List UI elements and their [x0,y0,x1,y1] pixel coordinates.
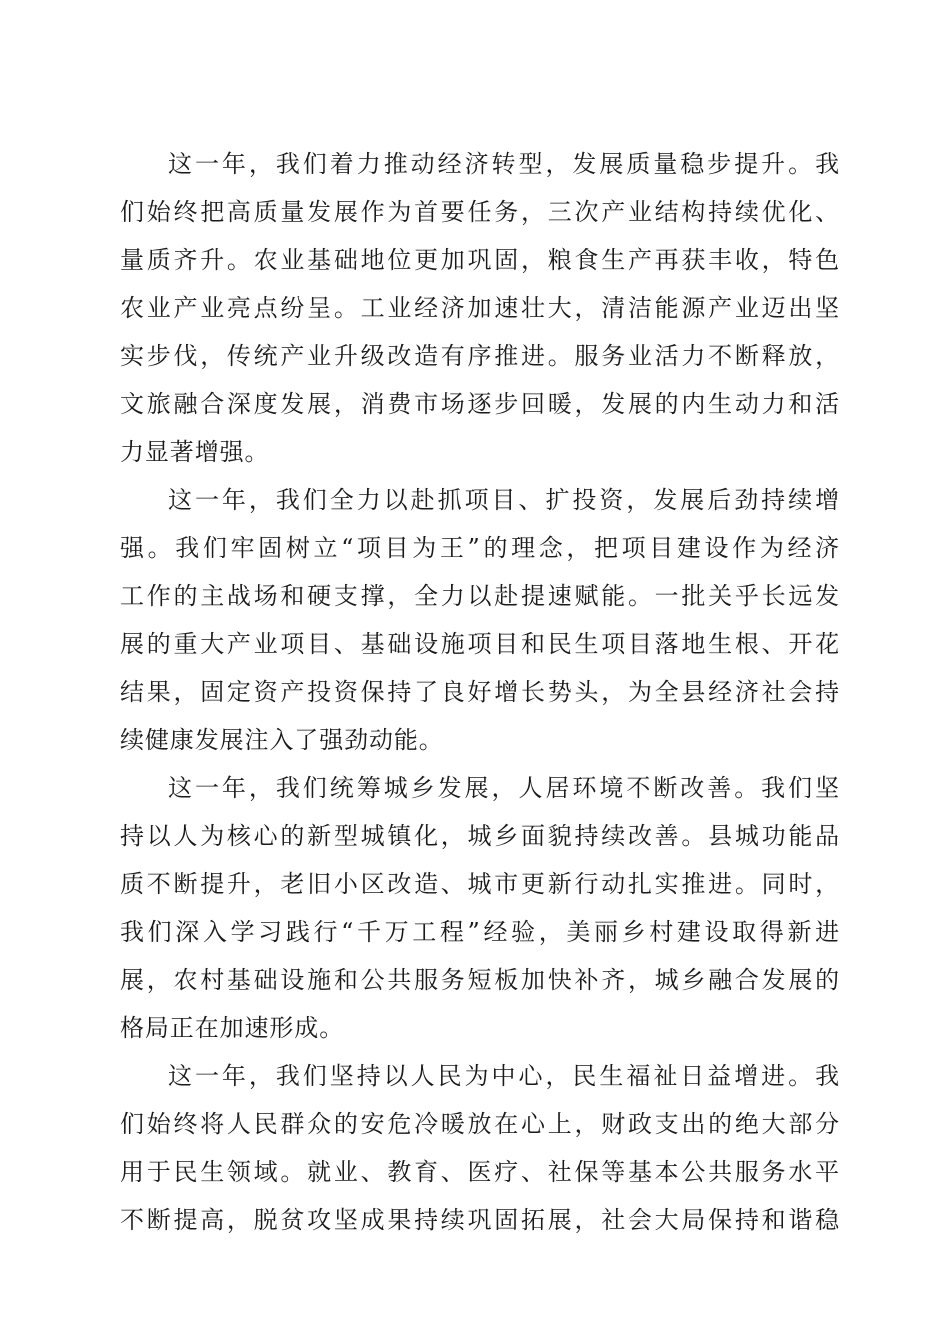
paragraph-livelihood [120,1052,840,1244]
text-line: 文旅融合深度发展，消费市场逐步回暖，发展的内生动力和活 [120,390,840,418]
text-line: 这一年，我们着力推动经济转型，发展质量稳步提升。我 [168,150,840,178]
text-line: 用于民生领域。就业、教育、医疗、社保等基本公共服务水平 [120,1158,840,1186]
paragraph-projects [120,476,840,764]
text-line: 工作的主战场和硬支撑，全力以赴提速赋能。一批关乎长远发 [120,582,840,610]
text-line: 我们深入学习践行“千万工程”经验，美丽乡村建设取得新进 [120,918,840,946]
text-line: 格局正在加速形成。 [120,1014,345,1042]
text-line: 这一年，我们全力以赴抓项目、扩投资，发展后劲持续增 [168,486,840,514]
text-line: 量质齐升。农业基础地位更加巩固，粮食生产再获丰收，特色 [120,246,840,274]
text-line: 力显著增强。 [120,438,270,466]
text-line: 们始终将人民群众的安危冷暖放在心上，财政支出的绝大部分 [120,1110,840,1138]
document-body [120,140,840,1244]
text-line: 结果，固定资产投资保持了良好增长势头，为全县经济社会持 [120,678,840,706]
text-line: 持以人为核心的新型城镇化，城乡面貌持续改善。县城功能品 [120,822,840,850]
text-line: 这一年，我们统筹城乡发展，人居环境不断改善。我们坚 [168,774,840,802]
text-line: 质不断提升，老旧小区改造、城市更新行动扎实推进。同时， [120,870,840,898]
text-line: 农业产业亮点纷呈。工业经济加速壮大，清洁能源产业迈出坚 [120,294,840,322]
text-line: 强。我们牢固树立“项目为王”的理念，把项目建设作为经济 [120,534,840,562]
text-line: 展的重大产业项目、基础设施项目和民生项目落地生根、开花 [120,630,840,658]
text-line: 这一年，我们坚持以人民为中心，民生福祉日益增进。我 [168,1062,840,1090]
text-line: 们始终把高质量发展作为首要任务，三次产业结构持续优化、 [120,198,840,226]
text-line: 实步伐，传统产业升级改造有序推进。服务业活力不断释放， [120,342,840,370]
paragraph-urban-rural [120,764,840,1052]
text-line: 续健康发展注入了强劲动能。 [120,726,444,754]
paragraph-economy [120,140,840,476]
text-line: 不断提高，脱贫攻坚成果持续巩固拓展，社会大局保持和谐稳 [120,1206,840,1234]
text-line: 展，农村基础设施和公共服务短板加快补齐，城乡融合发展的 [120,966,840,994]
